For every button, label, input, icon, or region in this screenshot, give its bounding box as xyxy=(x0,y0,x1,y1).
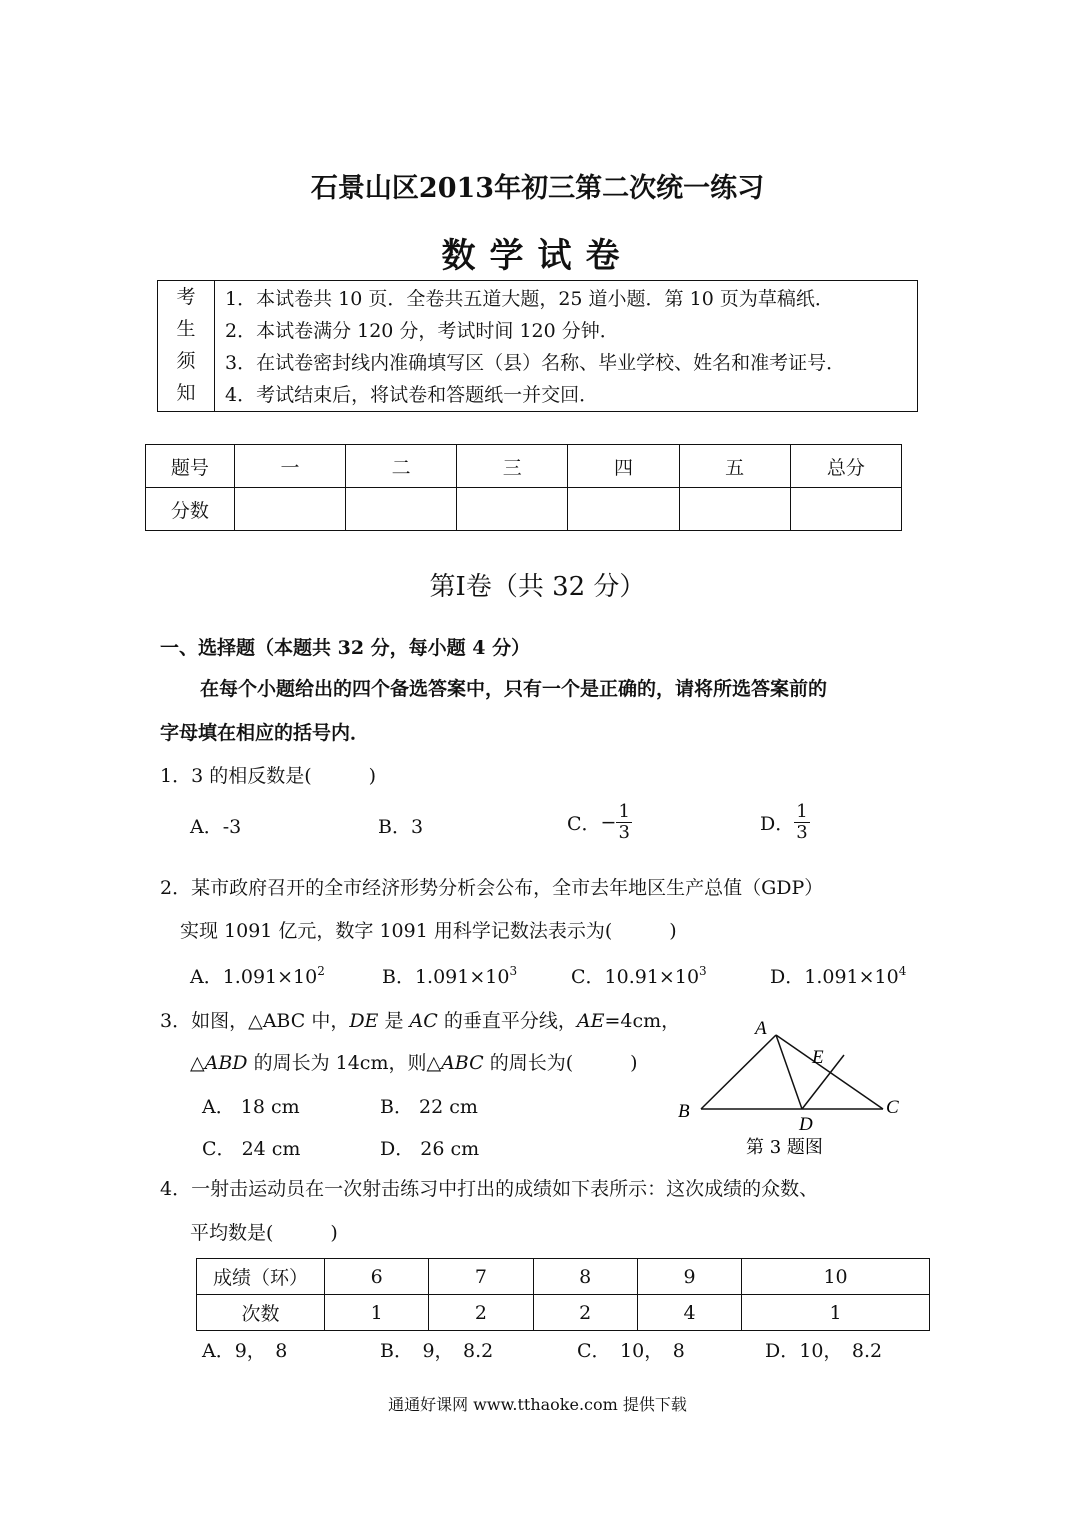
table-cell: 10 xyxy=(742,1259,930,1295)
q4-option-a: A．9， 8 xyxy=(202,1340,288,1362)
exam-subtitle: 数学试卷 xyxy=(441,236,634,276)
segment-ab xyxy=(701,1035,776,1109)
q3-option-d: D． 26 cm xyxy=(380,1138,480,1160)
score-cell xyxy=(679,488,790,531)
q4-stem: 平均数是( ) xyxy=(190,1222,338,1244)
score-cell xyxy=(790,488,901,531)
q3-stem-var: DE xyxy=(349,1010,379,1032)
fraction-numerator: 1 xyxy=(618,801,630,822)
score-cell xyxy=(457,488,568,531)
fraction-numerator: 1 xyxy=(796,801,808,822)
q4-option-d: D．10， 8.2 xyxy=(765,1340,883,1362)
notice-item: 1．本试卷共 10 页．全卷共五道大题，25 道小题．第 10 页为草稿纸． xyxy=(225,288,834,310)
notice-label-char: 知 xyxy=(176,382,196,404)
q3-option-c: C． 24 cm xyxy=(202,1138,301,1160)
score-header-cell: 一 xyxy=(234,445,345,488)
q1-option-c xyxy=(567,802,632,843)
score-cell xyxy=(568,488,679,531)
q3-stem-var: ABC xyxy=(441,1052,484,1074)
q2-option-b xyxy=(382,962,517,989)
q2-option-d xyxy=(770,962,906,989)
q4-score-table xyxy=(196,1258,930,1331)
q3-stem-var: AC xyxy=(409,1010,438,1032)
table-cell: 2 xyxy=(533,1295,637,1331)
table-cell: 8 xyxy=(533,1259,637,1295)
q1-option-a: A．-3 xyxy=(190,816,242,838)
q2-option-a-text: A．1.091×10 xyxy=(190,966,318,988)
label-e: E xyxy=(812,1047,824,1068)
q2-stem: 2．某市政府召开的全市经济形势分析会公布，全市去年地区生产总值（GDP） xyxy=(160,877,824,899)
q1-option-b: B．3 xyxy=(378,816,424,838)
q3-stem-var: ABD xyxy=(204,1052,248,1074)
label-a: A xyxy=(755,1018,767,1039)
q3-stem-text: =4cm， xyxy=(604,1010,681,1032)
score-cell xyxy=(346,488,457,531)
page-footer: 通通好课网 www.tthaoke.com 提供下载 xyxy=(388,1395,687,1414)
q1-stem: 1．3 的相反数是( ) xyxy=(160,765,377,787)
score-value-row xyxy=(146,488,902,531)
label-b: B xyxy=(678,1101,690,1122)
segment-ac xyxy=(776,1035,883,1109)
score-header-cell: 总分 xyxy=(790,445,901,488)
q4-stem: 4．一射击运动员在一次射击练习中打出的成绩如下表所示：这次成绩的众数、 xyxy=(160,1178,819,1200)
q1-option-d xyxy=(760,802,810,843)
table-row xyxy=(197,1295,930,1331)
q3-stem-text: 的周长为( ) xyxy=(483,1052,638,1074)
q2-option-d-text: D．1.091×10 xyxy=(770,966,899,988)
notice-label xyxy=(158,281,215,412)
q3-stem xyxy=(190,1048,638,1075)
q3-option-b: B． 22 cm xyxy=(380,1096,478,1118)
q3-stem-text: 的垂直平分线， xyxy=(437,1010,577,1032)
segment-ad xyxy=(776,1035,802,1109)
section-instruction: 在每个小题给出的四个备选答案中，只有一个是正确的，请将所选答案前的 xyxy=(200,678,828,700)
q4-option-c: C． 10， 8 xyxy=(577,1340,685,1362)
q3-stem-var: AE xyxy=(576,1010,605,1032)
q3-stem-text: △ xyxy=(190,1052,205,1074)
q2-option-c xyxy=(571,962,707,989)
notice-item: 2．本试卷满分 120 分，考试时间 120 分钟． xyxy=(225,320,619,342)
q2-option-a xyxy=(190,962,325,989)
score-header-cell: 二 xyxy=(346,445,457,488)
score-row-label: 分数 xyxy=(146,488,235,531)
exponent: 2 xyxy=(317,964,325,978)
section-instruction: 字母填在相应的括号内． xyxy=(160,722,370,744)
q2-option-b-text: B．1.091×10 xyxy=(382,966,510,988)
q1-option-d-label: D． xyxy=(760,813,795,835)
table-cell: 1 xyxy=(742,1295,930,1331)
q3-stem-text: 3．如图，△ABC 中， xyxy=(160,1010,350,1032)
score-header-cell: 三 xyxy=(457,445,568,488)
score-header-row xyxy=(146,445,902,488)
q3-option-a: A． 18 cm xyxy=(202,1096,300,1118)
q1-option-c-sign: − xyxy=(600,811,617,834)
table-row xyxy=(197,1259,930,1295)
notice-box xyxy=(157,280,918,412)
fraction-denominator: 3 xyxy=(618,822,630,843)
table-cell: 4 xyxy=(637,1295,741,1331)
notice-item: 3．在试卷密封线内准确填写区（县）名称、毕业学校、姓名和准考证号． xyxy=(225,352,846,374)
notice-label-char: 生 xyxy=(176,318,196,340)
score-header-cell: 五 xyxy=(679,445,790,488)
exam-title: 石景山区2013年初三第二次统一练习 xyxy=(310,173,765,204)
score-table xyxy=(145,444,902,531)
score-header-cell: 四 xyxy=(568,445,679,488)
q1-option-c-fraction xyxy=(616,802,631,843)
q2-stem: 实现 1091 亿元，数字 1091 用科学记数法表示为( ) xyxy=(180,920,677,942)
notice-body xyxy=(215,281,918,412)
q2-option-c-text: C．10.91×10 xyxy=(571,966,700,988)
q3-stem-text: 的周长为 14cm，则△ xyxy=(247,1052,442,1074)
notice-item: 4．考试结束后，将试卷和答题纸一并交回． xyxy=(225,384,599,406)
exponent: 3 xyxy=(699,964,707,978)
table-cell: 成绩（环） xyxy=(197,1259,325,1295)
exponent: 3 xyxy=(509,964,518,978)
q1-option-d-fraction xyxy=(794,802,809,843)
table-cell: 次数 xyxy=(197,1295,325,1331)
table-cell: 2 xyxy=(429,1295,533,1331)
table-cell: 9 xyxy=(637,1259,741,1295)
exponent: 4 xyxy=(898,964,907,978)
notice-label-char: 考 xyxy=(176,286,196,308)
part-title: 第Ⅰ卷（共 32 分） xyxy=(429,572,646,602)
q3-stem xyxy=(160,1006,680,1033)
fraction-denominator: 3 xyxy=(796,822,808,843)
table-cell: 7 xyxy=(429,1259,533,1295)
score-cell xyxy=(234,488,345,531)
figure-caption: 第 3 题图 xyxy=(746,1137,823,1158)
label-c: C xyxy=(886,1097,899,1118)
score-header-cell: 题号 xyxy=(146,445,235,488)
table-cell: 6 xyxy=(325,1259,429,1295)
q3-stem-text: 是 xyxy=(378,1010,410,1032)
q3-triangle-figure xyxy=(670,1012,920,1162)
section-title: 一、选择题（本题共 32 分，每小题 4 分） xyxy=(160,637,531,659)
label-d: D xyxy=(799,1114,813,1135)
q4-option-b: B． 9， 8.2 xyxy=(380,1340,494,1362)
q1-option-c-label: C． xyxy=(567,813,601,835)
table-cell: 1 xyxy=(325,1295,429,1331)
notice-label-char: 须 xyxy=(176,350,196,372)
